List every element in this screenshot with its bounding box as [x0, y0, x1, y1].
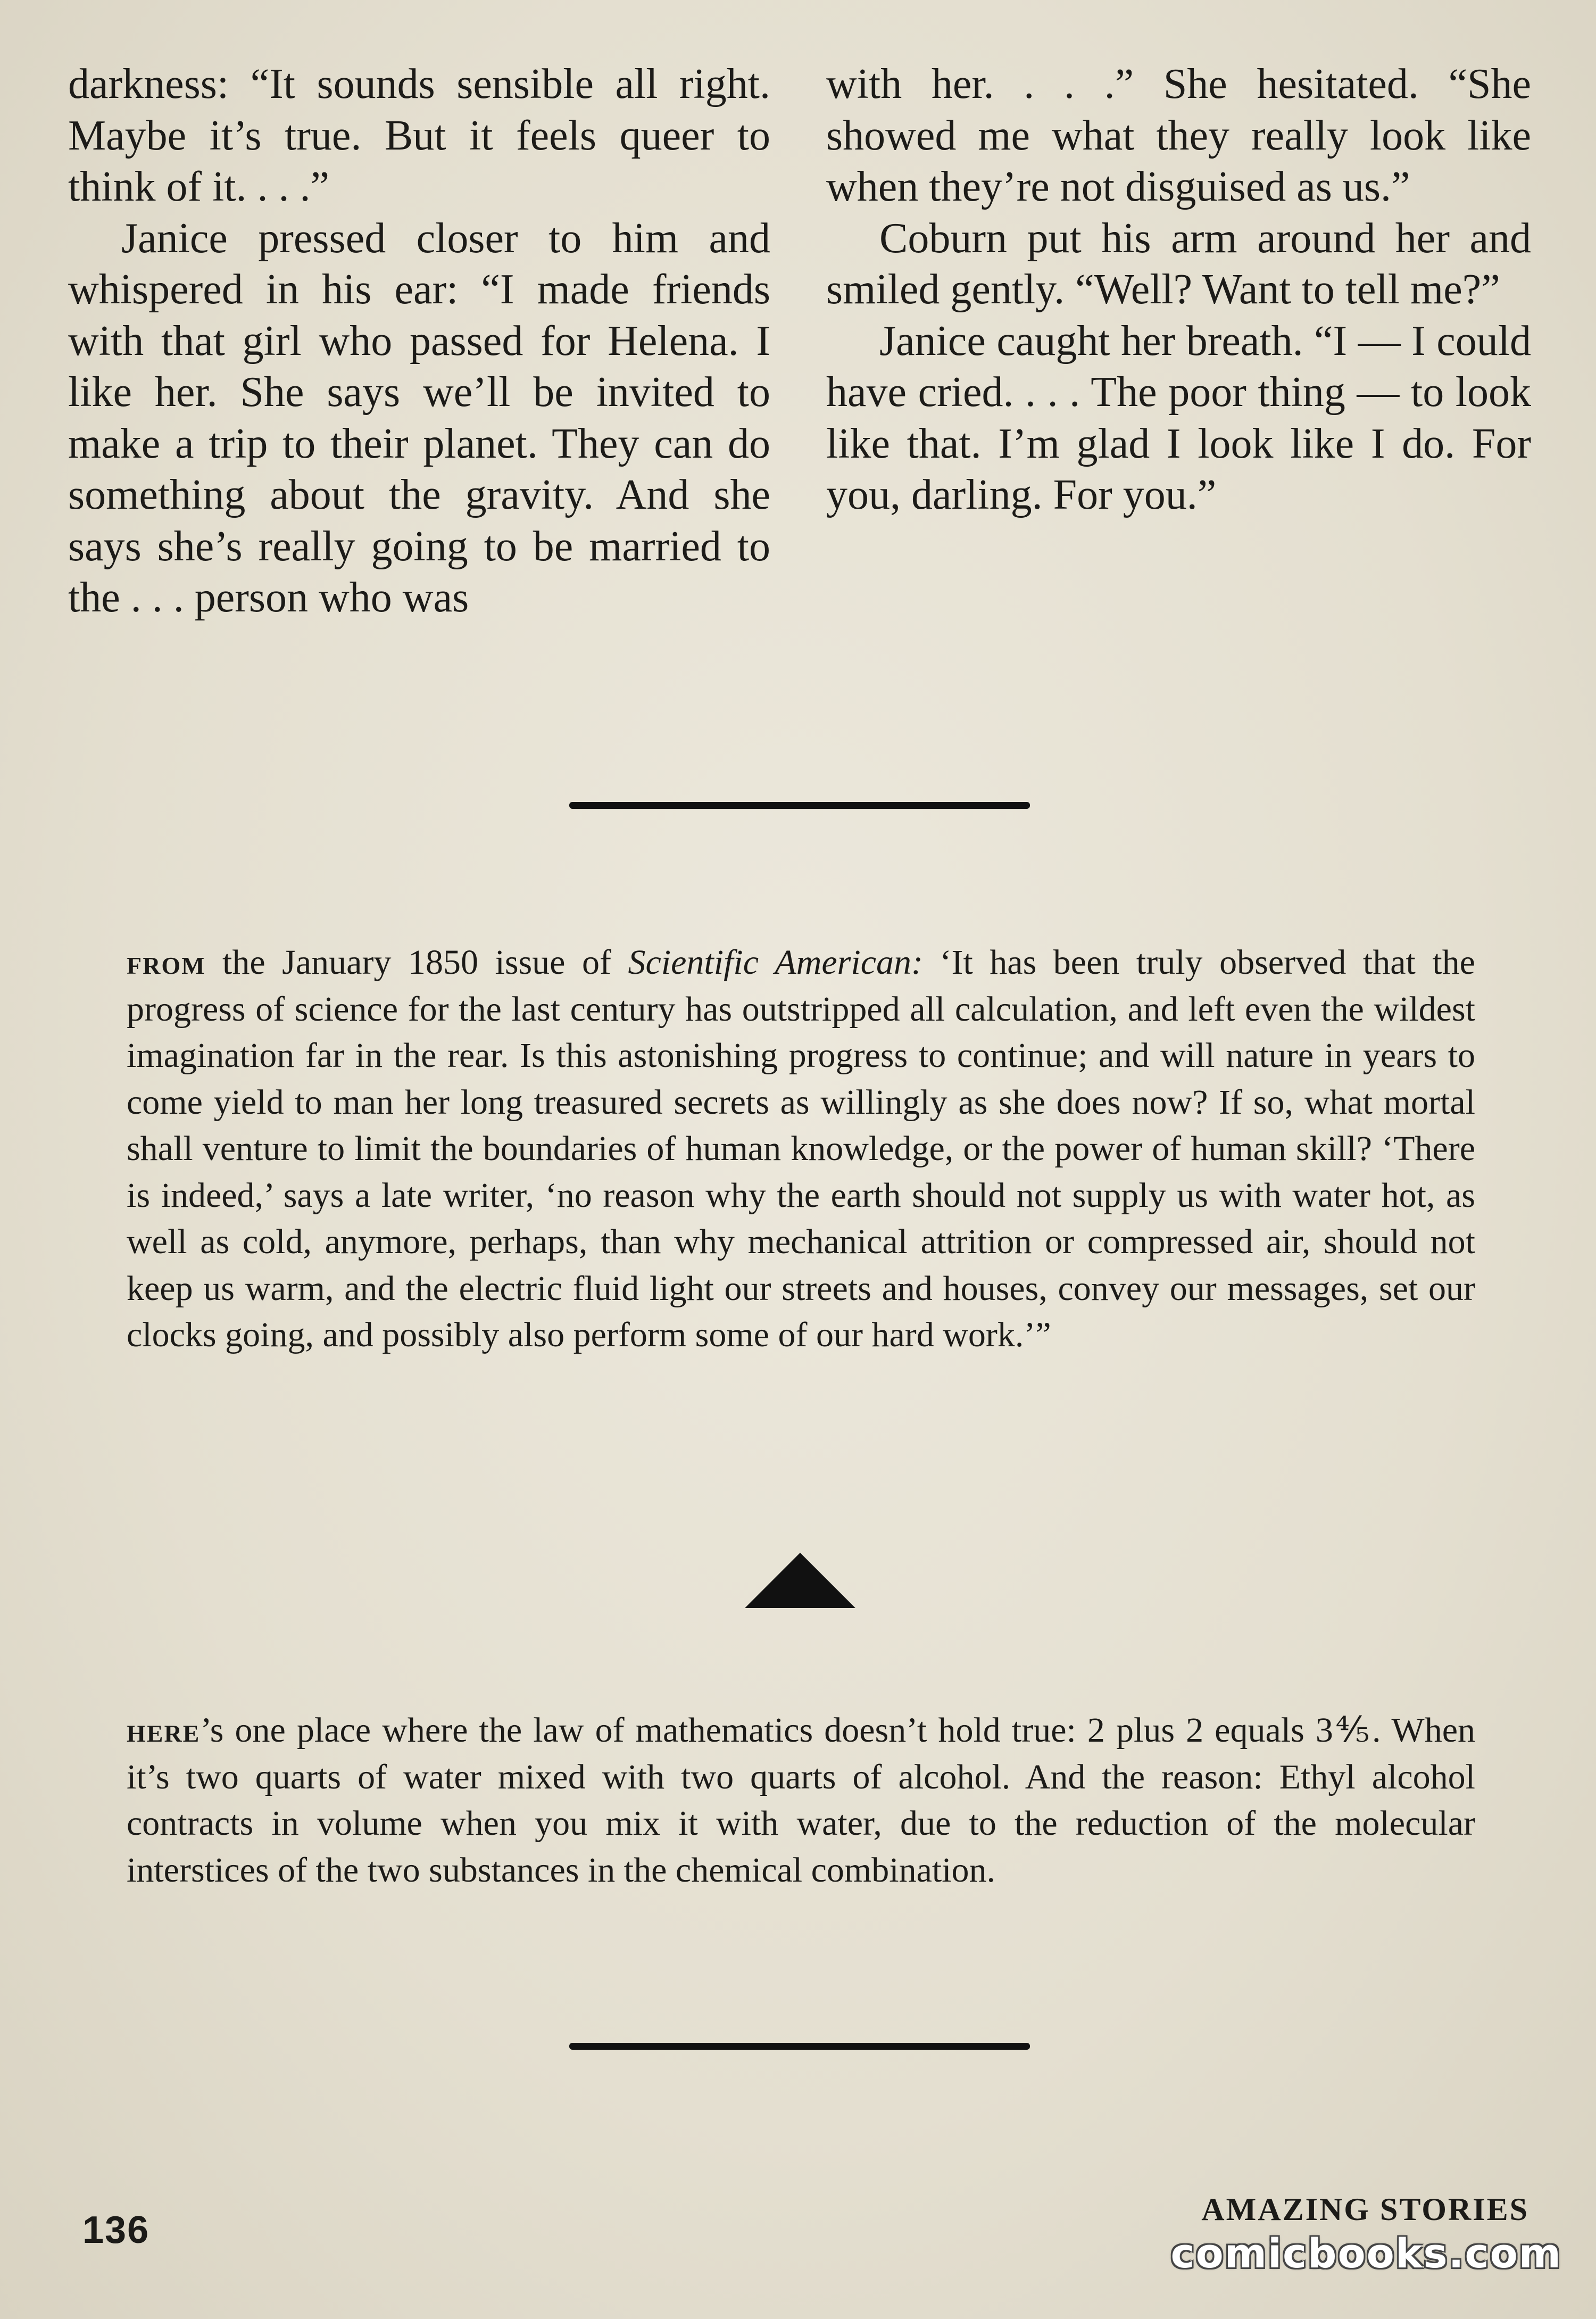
story-paragraph: Janice pressed closer to him and whispered in his ear: “I made friends with that girl who passed for Helena. I like her. She says we’ll be invited to make a trip to their planet. They can do something about the gravity. And she says she’s really going to be married to the . . . person who was: [68, 214, 770, 621]
filler-item-mathematics: [127, 1707, 1475, 1893]
filler-text: ‘It has been truly observed that the progress of science for the last century has outstripped all calculation, and left even the wildest imagination far in the rear. Is this astonishing progress to continue; and will nature in years to come yield to man her long treasured secrets as willingly as she does now? If so, what mortal shall venture to limit the boundaries of human knowledge, or the power of human skill? ‘There is indeed,’ says a late writer, ‘no reason why the earth should not supply us with water hot, as well as cold, anymore, perhaps, than why mechanical attrition or compressed air, should not keep us warm, and the electric fluid light our streets and houses, convey our messages, set our clocks going, and possibly also perform some of our hard work.’”: [127, 943, 1475, 1354]
separator-rule-icon: [569, 2043, 1030, 2050]
triangle-divider-icon: [745, 1553, 855, 1608]
story-column-right: [826, 59, 1531, 521]
filler-item-scientific-american: [127, 939, 1475, 1359]
story-paragraph: Janice caught her breath. “I — I could have cried. . . . The poor thing — to look like that. I’m glad I look like I do. For you, darling. For you.”: [826, 317, 1531, 518]
story-paragraph: Coburn put his arm around her and smiled gently. “Well? Want to tell me?”: [826, 214, 1531, 313]
story-column-left: [68, 59, 770, 624]
story-paragraph: with her. . . .” She hesitated. “She showed me what they really look like when they’re not disguised as us.”: [826, 61, 1531, 210]
filler-paragraph: [127, 1707, 1475, 1893]
watermark: comicbooks.com: [1170, 2230, 1562, 2277]
separator-rule-icon: [569, 802, 1030, 809]
filler-text: ’s one place where the law of mathematics doesn’t hold true: 2 plus 2 equals 3⅘. When it’s two quarts of water mixed with two quarts of alcohol. And the reason: Ethyl alcohol contracts in volume when you mix it with water, due to the reduction of the molecular interstices of the two substances in the chemical combination.: [127, 1711, 1475, 1890]
filler-lead-word: from: [127, 943, 206, 982]
filler-text: the January 1850 issue of: [205, 943, 628, 982]
publication-title: Scientific American:: [628, 943, 923, 982]
story-paragraph: darkness: “It sounds sensible all right. Maybe it’s true. But it feels queer to think of it. . . .”: [68, 61, 770, 210]
filler-paragraph: [127, 939, 1475, 1359]
filler-lead-word: here: [127, 1711, 201, 1750]
page-number: 136: [82, 2209, 150, 2251]
running-title: AMAZING STORIES: [1201, 2192, 1529, 2227]
